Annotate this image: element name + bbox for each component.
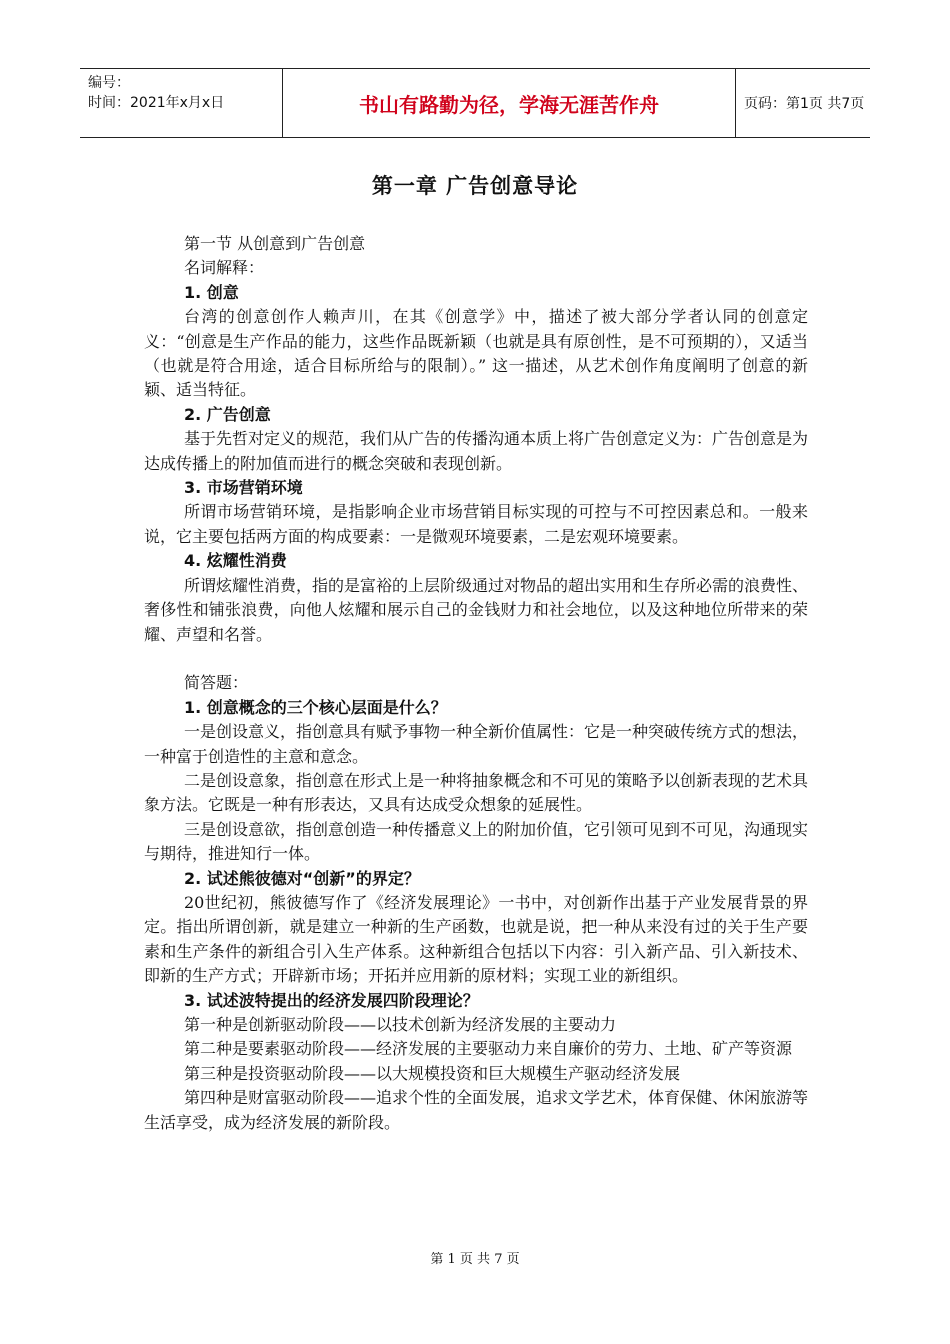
- paragraph: 简答题：: [184, 673, 249, 693]
- paragraph: 二是创设意象，指创意在形式上是一种将抽象概念和不可见的策略予以创新表现的艺术具象方法。它既是一种有形表达，又具有达成受众想象的延展性。: [144, 770, 809, 815]
- section-heading: 1. 创意: [184, 282, 239, 302]
- header-meta: [80, 69, 282, 137]
- paragraph: 第一种是创新驱动阶段——以技术创新为经济发展的主要动力: [184, 1014, 617, 1034]
- header-number-label: 编号：: [88, 75, 130, 91]
- paragraph: 台湾的创意创作人赖声川，在其《创意学》中，描述了被大部分学者认同的创意定义：“创意是生产作品的能力，这些作品既新颖（也就是具有原创性，是不可预期的），又适当（也就是符合用途，适合目标所给与的限制）。” 这一描述，从艺术创作角度阐明了创意的新颖、适当特征。: [144, 307, 808, 400]
- spacer: [144, 647, 808, 671]
- page-footer: 第 1 页 共 7 页: [430, 1252, 520, 1267]
- header-motto: 书山有路勤为径，学海无涯苦作舟: [282, 69, 736, 137]
- paragraph: 20世纪初，熊彼德写作了《经济发展理论》一书中，对创新作出基于产业发展背景的界定。指出所谓创新，就是建立一种新的生产函数，也就是说，把一种从来没有过的关于生产要素和生产条件的新组合引入生产体系。这种新组合包括以下内容：引入新产品、引入新技术、即新的生产方式；开辟新市场；开拓并应用新的原材料；实现工业的新组织。: [144, 892, 808, 986]
- paragraph: 名词解释：: [184, 258, 265, 278]
- section-heading: 2. 试述熊彼德对“创新”的界定？: [184, 868, 420, 888]
- section-heading: 3. 试述波特提出的经济发展四阶段理论？: [184, 990, 479, 1010]
- paragraph: 第三种是投资驱动阶段——以大规模投资和巨大规模生产驱动经济发展: [184, 1063, 681, 1083]
- paragraph: 所谓炫耀性消费，指的是富裕的上层阶级通过对物品的超出实用和生存所必需的浪费性、奢侈性和铺张浪费，向他人炫耀和展示自己的金钱财力和社会地位，以及这种地位所带来的荣耀、声望和名誉。: [144, 575, 809, 644]
- paragraph: 基于先哲对定义的规范，我们从广告的传播沟通本质上将广告创意定义为：广告创意是为达成传播上的附加值而进行的概念突破和表现创新。: [144, 429, 809, 473]
- header-page-info: 页码：第1页 共7页: [744, 96, 865, 112]
- chapter-title: 第一章 广告创意导论: [371, 174, 579, 198]
- section-heading: 2. 广告创意: [184, 404, 271, 424]
- page-header: [80, 68, 870, 138]
- paragraph: 第一节 从创意到广告创意: [184, 234, 366, 253]
- header-date-label: 时间：2021年x月x日: [88, 95, 225, 111]
- paragraph: 所谓市场营销环境，是指影响企业市场营销目标实现的可控与不可控因素总和。一般来说，它主要包括两方面的构成要素：一是微观环境要素，二是宏观环境要素。: [144, 502, 808, 546]
- section-heading: 3. 市场营销环境: [184, 478, 303, 498]
- document-body: [144, 232, 808, 1135]
- paragraph: 第四种是财富驱动阶段——追求个性的全面发展，追求文学艺术，体育保健、休闲旅游等生活享受，成为经济发展的新阶段。: [144, 1088, 809, 1132]
- section-heading: 1. 创意概念的三个核心层面是什么？: [184, 697, 447, 717]
- section-heading: 4. 炫耀性消费: [184, 551, 287, 571]
- paragraph: 第二种是要素驱动阶段——经济发展的主要驱动力来自廉价的劳力、土地、矿产等资源: [184, 1039, 793, 1059]
- paragraph: 一是创设意义，指创意具有赋予事物一种全新价值属性：它是一种突破传统方式的想法，一种富于创造性的主意和意念。: [144, 722, 809, 766]
- paragraph: 三是创设意欲，指创意创造一种传播意义上的附加价值，它引领可见到不可见，沟通现实与期待，推进知行一体。: [144, 819, 809, 864]
